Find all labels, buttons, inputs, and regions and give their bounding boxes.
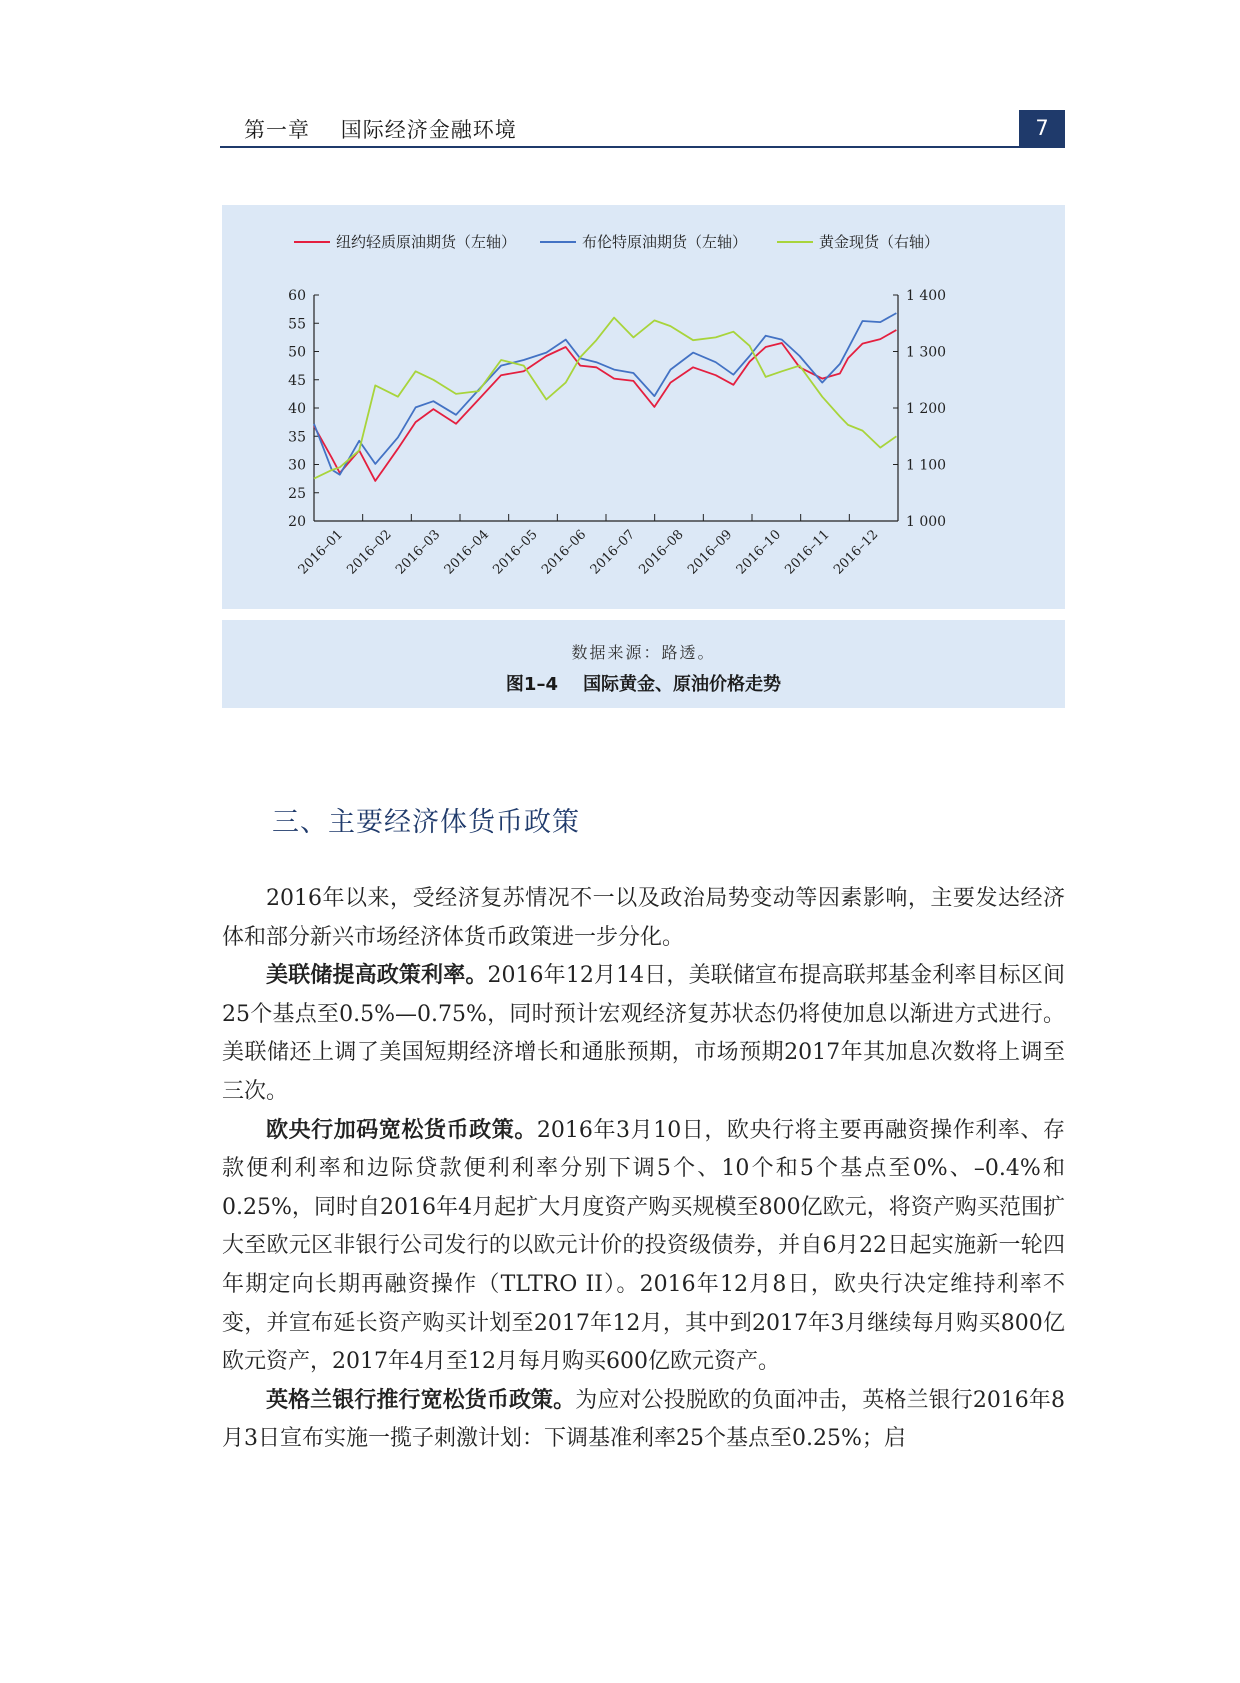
right-tick-label: 1 000 xyxy=(906,514,947,530)
left-tick-label: 35 xyxy=(288,429,306,446)
figure-title xyxy=(222,670,1065,696)
left-tick-label: 40 xyxy=(288,401,306,417)
right-tick-label: 1 200 xyxy=(906,401,947,417)
body-text xyxy=(222,880,1065,1459)
data-source: 数据来源：路透。 xyxy=(571,643,716,662)
x-tick-label: 2016–05 xyxy=(490,527,541,578)
paragraph-lead: 美联储提高政策利率。 xyxy=(266,963,488,989)
figure-title-text: 国际黄金、原油价格走势 xyxy=(583,674,782,695)
figure-number: 图1–4 xyxy=(505,674,558,695)
section-title: 三、主要经济体货币政策 xyxy=(272,807,580,838)
chapter-title: 第一章 国际经济金融环境 xyxy=(244,118,517,142)
paragraph-4: 英格兰银行推行宽松货币政策。为应对公投脱欧的负面冲击，英格兰银行2016年8月3日宣布实施一揽子刺激计划：下调基准利率25个基点至0.25%；启 xyxy=(222,1387,1065,1452)
x-tick-label: 2016–11 xyxy=(782,527,833,578)
left-tick-label: 30 xyxy=(288,457,306,474)
x-tick-label: 2016–09 xyxy=(685,527,736,578)
price-chart xyxy=(222,205,1065,609)
legend-label: 纽约轻质原油期货（左轴） xyxy=(336,233,517,251)
left-tick-label: 25 xyxy=(288,485,306,502)
figure-panel xyxy=(222,205,1065,609)
left-tick-label: 45 xyxy=(288,372,306,389)
paragraph-2: 美联储提高政策利率。2016年12月14日，美联储宣布提高联邦基金利率目标区间25个基点至0.5%—0.75%，同时预计宏观经济复苏状态仍将使加息以渐进方式进行。美联储还上调了美国短期经济增长和通胀预期，市场预期2017年其加息次数将上调至三次。 xyxy=(222,963,1065,1104)
right-tick-label: 1 400 xyxy=(906,288,947,304)
x-tick-label: 2016–07 xyxy=(587,527,639,578)
x-tick-label: 2016–12 xyxy=(831,527,882,578)
paragraph-lead: 欧央行加码宽松货币政策。 xyxy=(266,1117,537,1143)
x-tick-label: 2016–03 xyxy=(393,527,444,578)
page-header xyxy=(220,110,1065,148)
left-tick-label: 50 xyxy=(288,344,306,361)
paragraph-1: 2016年以来，受经济复苏情况不一以及政治局势变动等因素影响，主要发达经济体和部分新兴市场经济体货币政策进一步分化。 xyxy=(222,886,1065,950)
paragraph-lead: 英格兰银行推行宽松货币政策。 xyxy=(266,1387,576,1413)
x-tick-label: 2016–02 xyxy=(344,527,395,578)
series-line-1 xyxy=(314,330,896,481)
x-tick-label: 2016–01 xyxy=(295,527,347,578)
page-number: 7 xyxy=(1019,110,1065,146)
x-tick-label: 2016–06 xyxy=(539,527,590,578)
legend-label: 黄金现货（右轴） xyxy=(819,233,940,251)
left-tick-label: 60 xyxy=(288,288,306,304)
series-line-2 xyxy=(314,313,896,475)
legend-label: 布伦特原油期货（左轴） xyxy=(582,233,748,251)
x-tick-label: 2016–04 xyxy=(441,527,493,578)
left-tick-label: 55 xyxy=(288,316,306,333)
paragraph-3: 欧央行加码宽松货币政策。2016年3月10日，欧央行将主要再融资操作利率、存款便利利率和边际贷款便利利率分别下调5个、10个和5个基点至0%、–0.4%和0.25%，同时自2016年4月起扩大月度资产购买规模至800亿欧元，将资产购买范围扩大至欧元区非银行公司发行的以欧元计价的投资级债券，并自6月22日起实施新一轮四年期定向长期再融资操作（TLTRO II）。2016年12月8日，欧央行决定维持利率不变，并宣布延长资产购买计划至2017年12月，其中到2017年3月继续每月购买800亿欧元资产，2017年4月至12月每月购买600亿欧元资产。 xyxy=(222,1117,1065,1375)
series-line-3 xyxy=(314,318,896,479)
x-tick-label: 2016–10 xyxy=(733,527,785,578)
left-tick-label: 20 xyxy=(288,514,306,530)
right-tick-label: 1 100 xyxy=(906,457,947,474)
figure-caption xyxy=(222,620,1065,708)
right-tick-label: 1 300 xyxy=(906,344,947,361)
x-tick-label: 2016–08 xyxy=(636,527,687,578)
